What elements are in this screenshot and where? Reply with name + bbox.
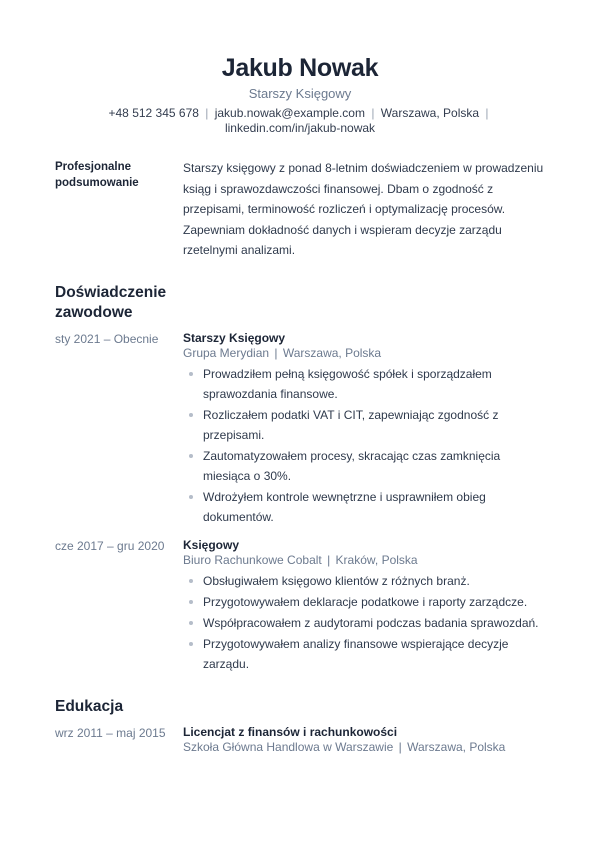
education-location: Warszawa, Polska (407, 739, 506, 754)
company-separator: | (271, 345, 281, 360)
job-company-line (183, 346, 545, 361)
job-bullet: Rozliczałem podatki VAT i CIT, zapewniając zgodność z przepisami. (183, 405, 545, 445)
job-dates: cze 2017 – gru 2020 (55, 538, 165, 553)
company-separator: | (323, 552, 334, 567)
experience-section (55, 283, 545, 675)
summary-section (55, 158, 545, 261)
contact-linkedin[interactable]: linkedin.com/in/jakub-nowak (224, 121, 376, 135)
resume-header (55, 0, 545, 136)
contact-separator: | (482, 106, 489, 120)
contact-separator: | (201, 106, 212, 120)
job-bullet: Współpracowałem z audytorami podczas badania sprawozdań. (183, 613, 545, 633)
job-role: Księgowy (183, 537, 240, 552)
summary-label: Profesjonalne podsumowanie (55, 161, 139, 189)
job-entry (55, 538, 545, 675)
job-dates: sty 2021 – Obecnie (55, 331, 159, 346)
job-bullet: Prowadziłem pełną księgowość spółek i sporządzałem sprawozdania finansowe. (183, 364, 545, 404)
school-separator: | (395, 739, 406, 754)
contact-email[interactable]: jakub.nowak@example.com (214, 106, 365, 120)
education-school-line (183, 740, 545, 755)
contact-phone: +48 512 345 678 (108, 106, 199, 120)
job-bullets (183, 571, 545, 674)
job-bullet: Zautomatyzowałem procesy, skracając czas zamknięcia miesiąca o 30%. (183, 446, 545, 486)
job-bullet: Wdrożyłem kontrole wewnętrzne i usprawniłem obieg dokumentów. (183, 487, 545, 527)
contact-line (60, 106, 540, 136)
contact-separator: | (367, 106, 378, 120)
education-heading: Edukacja (55, 697, 124, 715)
education-school: Szkoła Główna Handlowa w Warszawie (183, 739, 394, 754)
job-company-line (183, 553, 545, 568)
job-location: Kraków, Polska (335, 552, 418, 567)
job-bullet: Obsługiwałem księgowo klientów z różnych branż. (183, 571, 545, 591)
candidate-title: Starszy Księgowy (248, 86, 352, 101)
education-degree: Licencjat z finansów i rachunkowości (183, 724, 398, 739)
job-company: Grupa Merydian (183, 345, 270, 360)
education-entry (55, 725, 545, 755)
job-company: Biuro Rachunkowe Cobalt (183, 552, 322, 567)
job-bullets (183, 364, 545, 527)
education-section (55, 697, 545, 755)
job-role: Starszy Księgowy (183, 330, 286, 345)
job-bullet: Przygotowywałem analizy finansowe wspierające decyzje zarządu. (183, 634, 545, 674)
candidate-name: Jakub Nowak (221, 54, 379, 82)
job-bullet: Przygotowywałem deklaracje podatkowe i raporty zarządcze. (183, 592, 545, 612)
experience-heading: Doświadczenie zawodowe (55, 283, 167, 321)
job-location: Warszawa, Polska (282, 345, 382, 360)
contact-location: Warszawa, Polska (380, 106, 480, 120)
education-dates: wrz 2011 – maj 2015 (55, 725, 166, 740)
summary-text: Starszy księgowy z ponad 8-letnim doświadczeniem w prowadzeniu ksiąg i sprawozdawczości finansowej. Dbam o zgodność z przepisami, terminowość rozliczeń i optymalizację procesów. Zapewniam dokładność danych i wspieram decyzje zarządu rzetelnymi analizami. (183, 161, 544, 257)
job-entry (55, 331, 545, 528)
